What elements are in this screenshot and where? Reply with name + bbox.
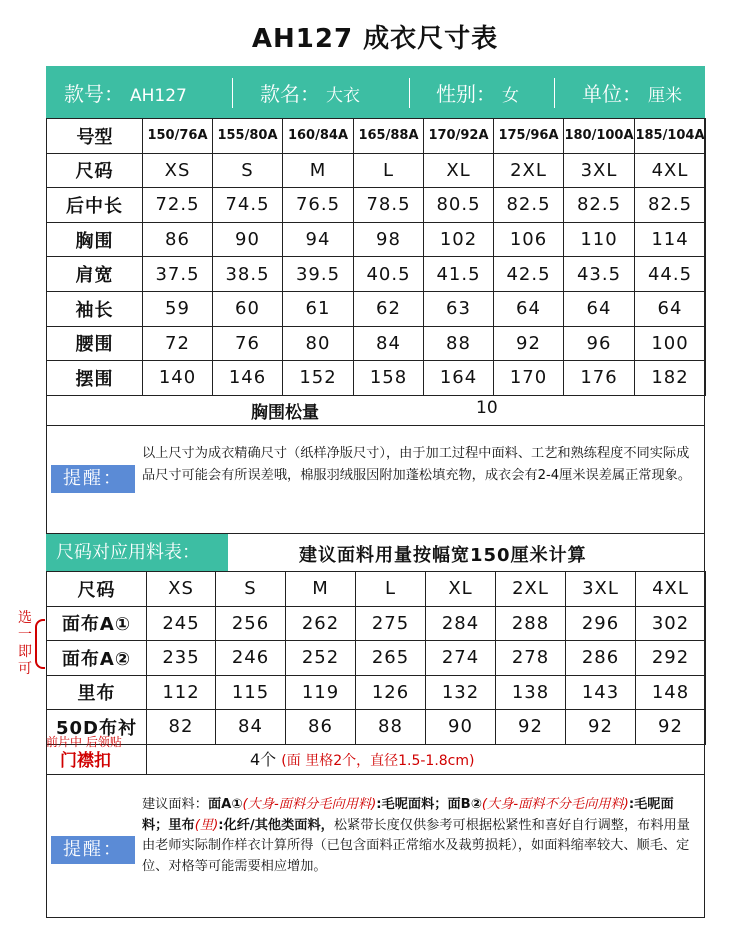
table-cell: 63: [424, 291, 494, 326]
table-cell: 274: [426, 641, 496, 676]
table-cell: 262: [286, 606, 356, 641]
table-cell: 170/92A: [424, 119, 494, 154]
table-cell: 132: [426, 675, 496, 710]
table-cell: 138: [496, 675, 566, 710]
advice-section: [46, 775, 705, 918]
size-table: [46, 118, 706, 396]
row-label: 肩宽: [47, 257, 143, 292]
table-cell: 3XL: [564, 153, 635, 188]
style-name: 款名： 大衣: [260, 82, 360, 106]
row-label: 号型: [47, 119, 143, 154]
table-cell: 112: [147, 675, 216, 710]
choose-one-note: 选一即可: [18, 610, 32, 677]
table-cell: 119: [286, 675, 356, 710]
table-row: [47, 257, 706, 292]
row-label: 后中长: [47, 188, 143, 223]
row-label: 50D布衬: [47, 710, 147, 745]
reminder-section: [46, 426, 705, 533]
table-cell: 252: [286, 641, 356, 676]
table-cell: 64: [494, 291, 564, 326]
divider: [554, 78, 555, 108]
table-cell: 82: [147, 710, 216, 745]
table-cell: L: [356, 572, 426, 607]
usage-header: [46, 533, 705, 571]
gender: 性别： 女: [436, 82, 519, 106]
row-label: 尺码: [47, 153, 143, 188]
table-cell: 82.5: [494, 188, 564, 223]
row-label: 面布A①: [47, 606, 147, 641]
divider: [409, 78, 410, 108]
table-cell: 92: [636, 710, 706, 745]
table-cell: 74.5: [213, 188, 283, 223]
row-label: 腰围: [47, 326, 143, 361]
table-cell: 275: [356, 606, 426, 641]
table-row: [47, 606, 706, 641]
table-cell: 288: [496, 606, 566, 641]
table-row: [47, 291, 706, 326]
page-title: AH127 成衣尺寸表: [251, 24, 499, 54]
row-label: 胸围: [47, 222, 143, 257]
table-cell: XL: [424, 153, 494, 188]
table-cell: 160/84A: [283, 119, 354, 154]
table-cell: 92: [566, 710, 636, 745]
interlining-note: 前片中 后领贴: [46, 735, 122, 749]
table-cell: 72: [143, 326, 213, 361]
table-cell: 126: [356, 675, 426, 710]
table-cell: 152: [283, 361, 354, 396]
row-label: 尺码: [47, 572, 147, 607]
table-cell: 84: [354, 326, 424, 361]
table-row: [47, 326, 706, 361]
table-cell: 155/80A: [213, 119, 283, 154]
table-cell: 106: [494, 222, 564, 257]
table-cell: 150/76A: [143, 119, 213, 154]
usage-tag: 尺码对应用料表：: [46, 534, 228, 571]
table-cell: 62: [354, 291, 424, 326]
table-cell: 256: [216, 606, 286, 641]
table-cell: 42.5: [494, 257, 564, 292]
table-cell: 246: [216, 641, 286, 676]
unit: 单位： 厘米: [582, 82, 682, 106]
table-cell: M: [286, 572, 356, 607]
table-row: [47, 119, 706, 154]
divider: [232, 78, 233, 108]
table-cell: 4XL: [635, 153, 706, 188]
chest-ease-value: 10: [476, 398, 498, 418]
table-cell: 37.5: [143, 257, 213, 292]
usage-table: [46, 571, 706, 745]
table-cell: 284: [426, 606, 496, 641]
table-cell: 76.5: [283, 188, 354, 223]
table-cell: 2XL: [494, 153, 564, 188]
row-label: 袖长: [47, 291, 143, 326]
advice-badge: 提醒：: [51, 836, 135, 864]
table-cell: 43.5: [564, 257, 635, 292]
table-cell: 165/88A: [354, 119, 424, 154]
table-cell: 100: [635, 326, 706, 361]
chest-ease-label: 胸围松量: [251, 403, 319, 423]
table-cell: 78.5: [354, 188, 424, 223]
table-row: [47, 572, 706, 607]
table-cell: 60: [213, 291, 283, 326]
chest-ease-row: [46, 392, 705, 426]
reminder-badge: 提醒：: [51, 465, 135, 493]
table-row: [47, 641, 706, 676]
table-cell: 2XL: [496, 572, 566, 607]
table-cell: 90: [213, 222, 283, 257]
table-cell: 245: [147, 606, 216, 641]
table-cell: 170: [494, 361, 564, 396]
row-label: 面布A②: [47, 641, 147, 676]
door-button-detail: (面 里格2个，直径1.5-1.8cm): [281, 753, 475, 769]
table-row: [47, 675, 706, 710]
table-cell: XS: [147, 572, 216, 607]
table-cell: 265: [356, 641, 426, 676]
row-label: 摆围: [47, 361, 143, 396]
table-cell: XL: [426, 572, 496, 607]
table-cell: 176: [564, 361, 635, 396]
table-cell: 86: [286, 710, 356, 745]
row-label: 里布: [47, 675, 147, 710]
table-cell: 278: [496, 641, 566, 676]
table-cell: 38.5: [213, 257, 283, 292]
reminder-text: 以上尺寸为成衣精确尺寸（纸样净版尺寸），由于加工过程中面料、工艺和熟练程度不同实际成品尺寸可能会有所误差哦，棉服羽绒服因附加蓬松填充物，成衣会有2-4厘米误差属正常现象。: [142, 446, 692, 483]
table-cell: 185/104A: [635, 119, 706, 154]
table-cell: 41.5: [424, 257, 494, 292]
table-cell: 90: [426, 710, 496, 745]
table-cell: 88: [424, 326, 494, 361]
table-cell: 180/100A: [564, 119, 635, 154]
table-cell: 72.5: [143, 188, 213, 223]
table-cell: 80.5: [424, 188, 494, 223]
table-cell: 80: [283, 326, 354, 361]
table-cell: 110: [564, 222, 635, 257]
table-cell: 76: [213, 326, 283, 361]
table-cell: 235: [147, 641, 216, 676]
table-cell: 84: [216, 710, 286, 745]
table-row: [47, 188, 706, 223]
door-button-value: 4个 (面 里格2个，直径1.5-1.8cm): [250, 750, 475, 769]
usage-note: 建议面料用量按幅宽150厘米计算: [299, 545, 587, 566]
table-cell: 94: [283, 222, 354, 257]
table-cell: 4XL: [636, 572, 706, 607]
door-button-row: [46, 740, 705, 775]
table-cell: 158: [354, 361, 424, 396]
table-cell: 39.5: [283, 257, 354, 292]
table-cell: S: [216, 572, 286, 607]
table-cell: 98: [354, 222, 424, 257]
table-cell: 292: [636, 641, 706, 676]
table-cell: 102: [424, 222, 494, 257]
table-cell: 182: [635, 361, 706, 396]
table-cell: 164: [424, 361, 494, 396]
table-cell: 175/96A: [494, 119, 564, 154]
table-cell: L: [354, 153, 424, 188]
table-cell: 59: [143, 291, 213, 326]
table-cell: 114: [635, 222, 706, 257]
table-cell: 148: [636, 675, 706, 710]
table-cell: S: [213, 153, 283, 188]
table-cell: 3XL: [566, 572, 636, 607]
table-cell: 296: [566, 606, 636, 641]
table-cell: 44.5: [635, 257, 706, 292]
table-cell: 96: [564, 326, 635, 361]
table-cell: 92: [496, 710, 566, 745]
table-cell: 61: [283, 291, 354, 326]
table-cell: M: [283, 153, 354, 188]
spec-header-bar: [46, 66, 705, 118]
divider: [146, 740, 147, 775]
table-row: [47, 710, 706, 745]
table-cell: 143: [566, 675, 636, 710]
door-button-label: 门襟扣: [60, 751, 111, 771]
table-cell: 64: [635, 291, 706, 326]
table-cell: 86: [143, 222, 213, 257]
table-cell: 88: [356, 710, 426, 745]
table-row: [47, 153, 706, 188]
table-cell: XS: [143, 153, 213, 188]
table-row: [47, 361, 706, 396]
table-cell: 40.5: [354, 257, 424, 292]
table-cell: 146: [213, 361, 283, 396]
advice-text: 建议面料：面A①(大身-面料分毛向用料):毛呢面料；面B②(大身-面料不分毛向用料):毛呢面料；里布(里):化纤/其他类面料，松紧带长度仅供参考可根据松紧性和喜好自行调整，布料用量由老师实际制作样衣计算所得（已包含面料正常缩水及裁剪损耗），如面料缩率较大、顺毛、定位、对格等可能需要相应增加。: [142, 797, 690, 874]
table-cell: 92: [494, 326, 564, 361]
table-cell: 82.5: [564, 188, 635, 223]
table-cell: 82.5: [635, 188, 706, 223]
table-row: [47, 222, 706, 257]
table-cell: 64: [564, 291, 635, 326]
table-cell: 302: [636, 606, 706, 641]
table-cell: 286: [566, 641, 636, 676]
brace-icon: [35, 619, 45, 669]
table-cell: 115: [216, 675, 286, 710]
table-cell: 140: [143, 361, 213, 396]
style-number: 款号： AH127: [64, 82, 187, 106]
